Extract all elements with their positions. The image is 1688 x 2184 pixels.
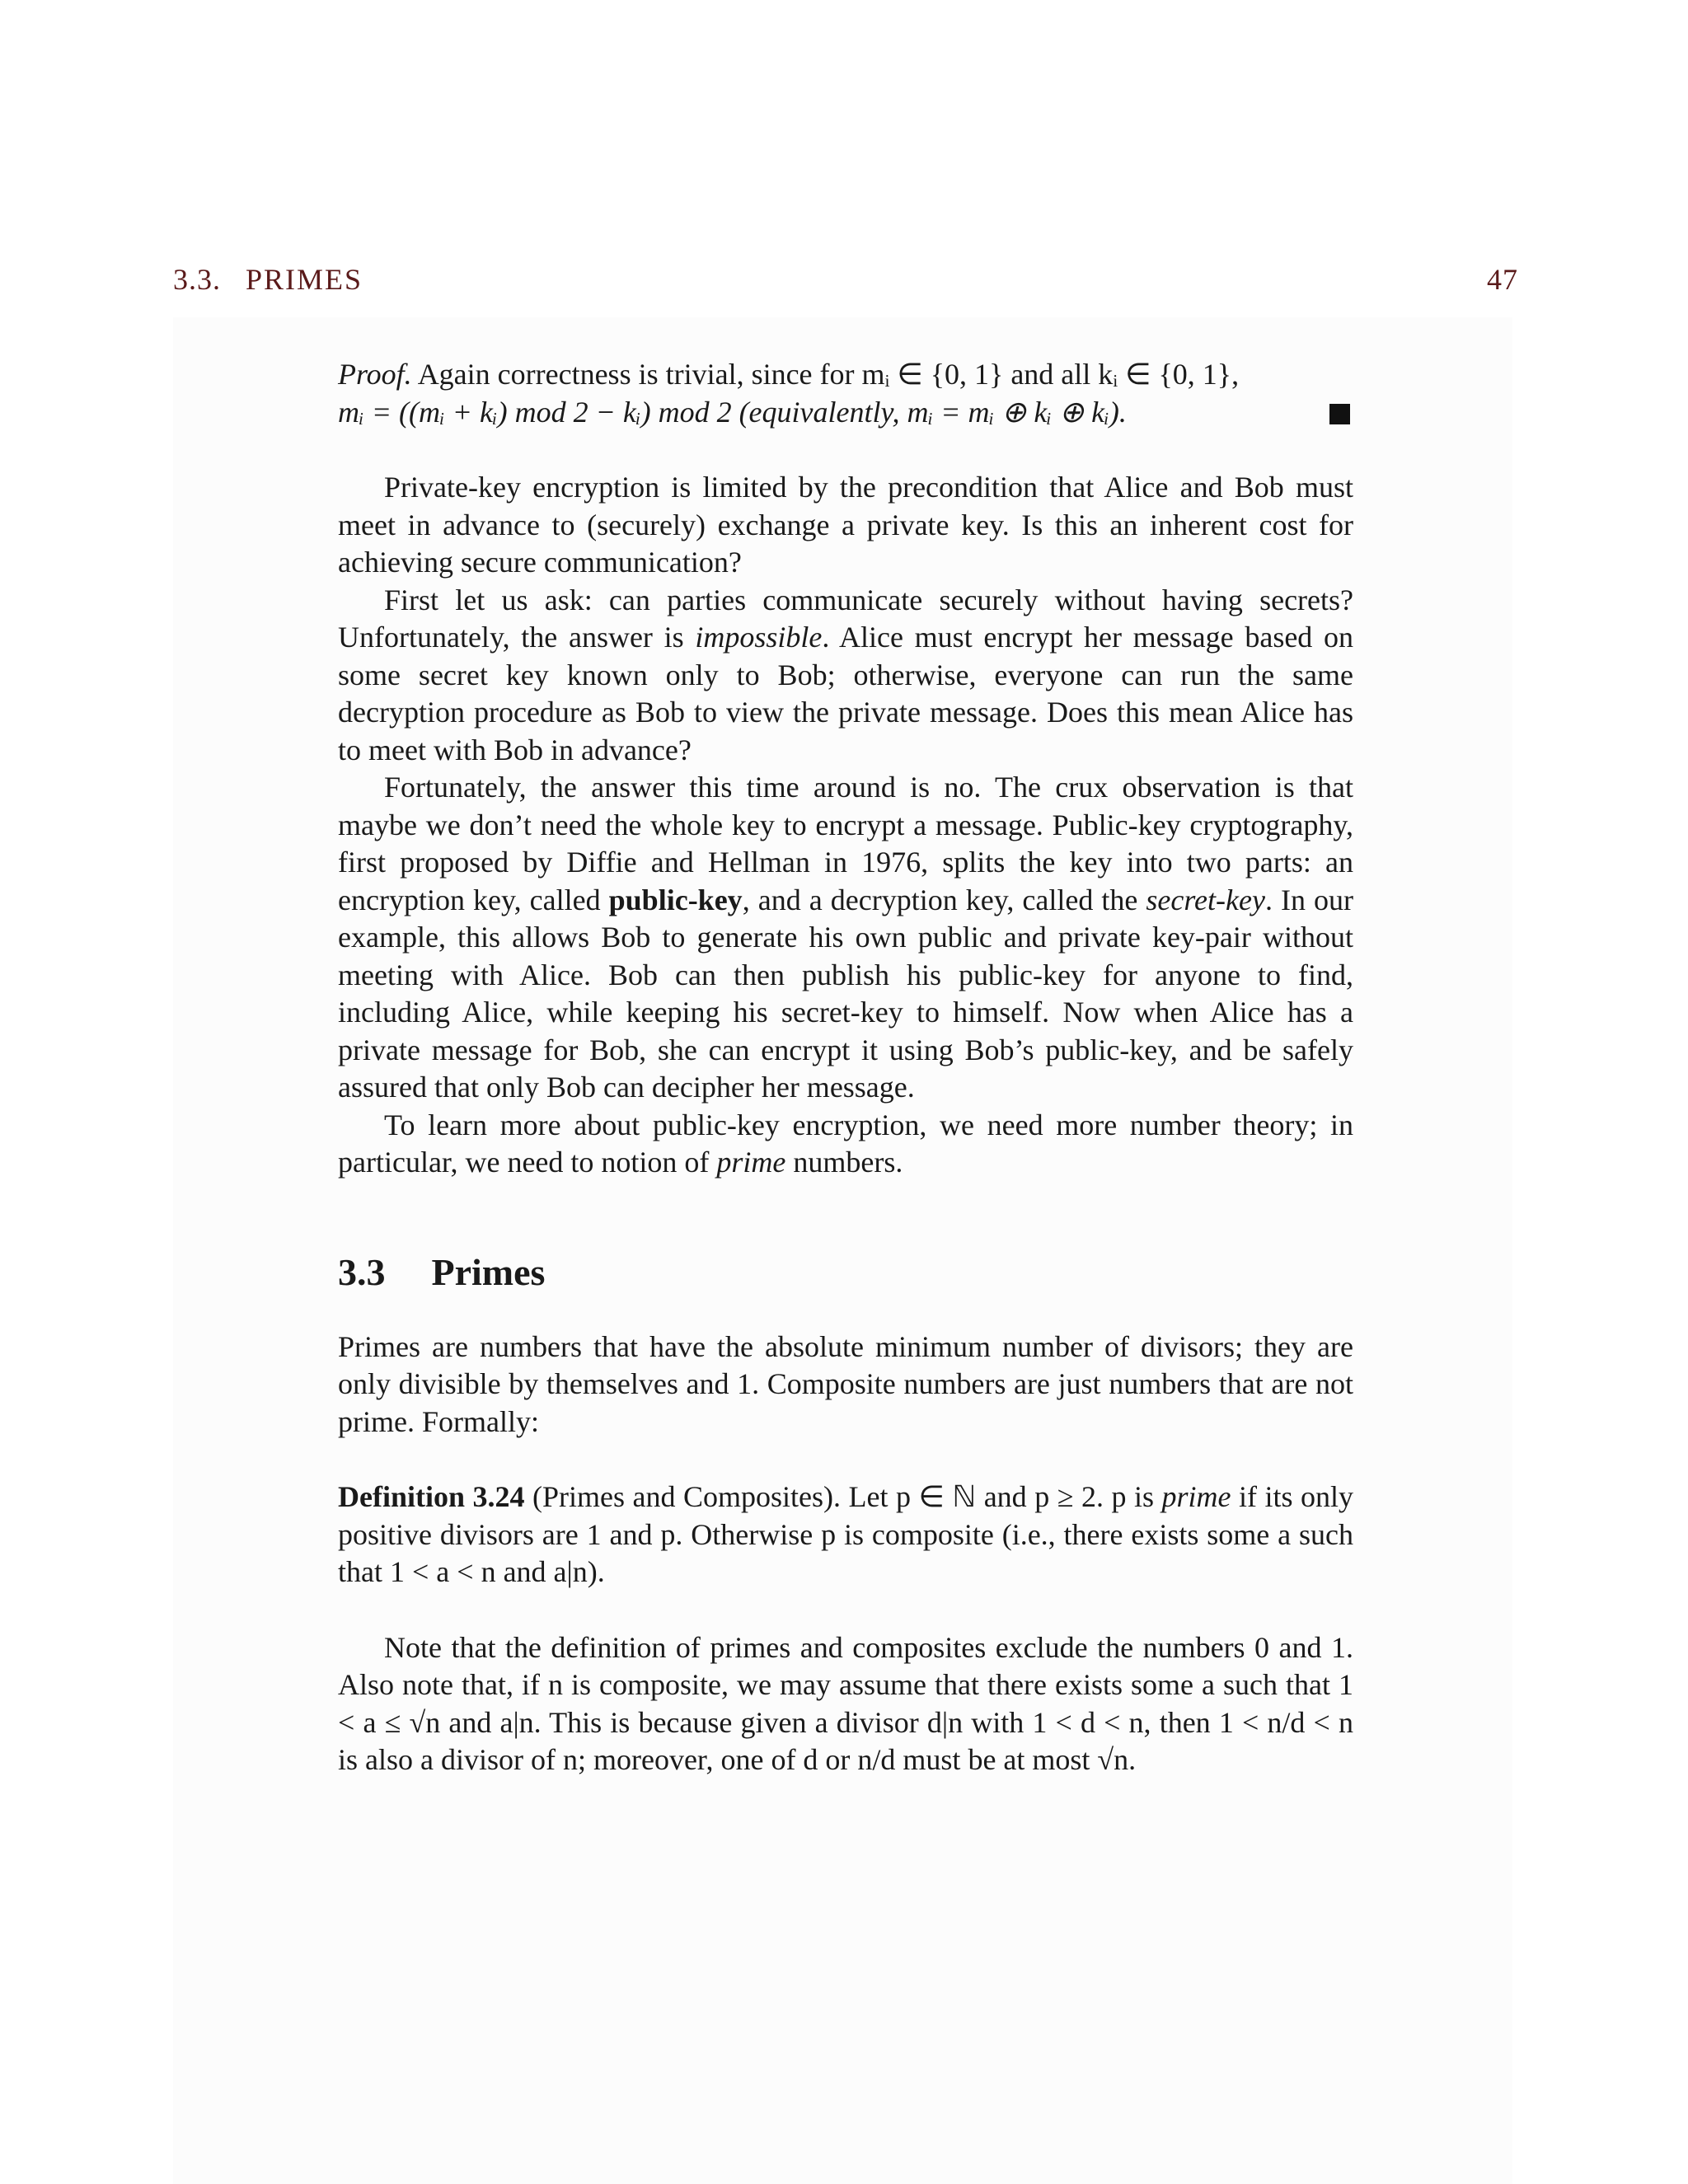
proof-line-2: mᵢ = ((mᵢ + kᵢ) mod 2 − kᵢ) mod 2 (equivalently, mᵢ = mᵢ ⊕ kᵢ ⊕ kᵢ). — [338, 395, 1127, 429]
term-secret-key: secret-key — [1146, 883, 1265, 916]
proof-label: Proof. — [338, 358, 412, 391]
note-text: Note that the definition of primes and composites exclude the numbers 0 and 1. Also note that, if n is composite, we may assume that there exists some a such that 1 < a ≤ √n and a|n. This is because given a divisor d|n with 1 < d < n, then 1 < n/d < n is also a divisor of n; moreover, one of d or n/d must be at most √n. — [338, 1630, 1353, 1776]
paragraph-public-key-text-a: Fortunately, the answer this time around is no. The crux observation is that maybe we don’t need the whole key to encrypt a message. Public-key cryptography, first proposed by Diffie and Hellman in 1976, splits the key into two parts: an encryption key, called — [338, 771, 1353, 916]
paragraph-secrets-text-b: . Alice must encrypt her message based on some secret key known only to Bob; otherwise, everyone can run the same decryption procedure as Bob to view the private message. Does this mean Alice has to meet with Bob in advance? — [338, 621, 1353, 766]
paragraph-public-key-text-b: , and a decryption key, called the — [742, 883, 1146, 916]
paragraph-private-key — [338, 469, 1353, 582]
definition-text-b: if its only positive divisors are 1 and p. Otherwise p is composite (i.e., there exists some a such that 1 < a < n and a|n). — [338, 1480, 1354, 1588]
section-number: 3.3 — [338, 1250, 386, 1293]
header-section — [173, 262, 363, 297]
primes-intro-text: Primes are numbers that have the absolute minimum number of divisors; they are only divisible by themselves and 1. Composite numbers are just numbers that are not prime. Formally: — [338, 1329, 1353, 1438]
definition-block — [338, 1479, 1353, 1591]
paragraph-learn-more — [338, 1107, 1353, 1182]
term-public-key: public-key — [608, 883, 743, 916]
paragraph-private-key-text: Private-key encryption is limited by the precondition that Alice and Bob must meet in advance to (securely) exchange a private key. Is this an inherent cost for achieving secure communication? — [338, 471, 1353, 579]
paragraph-primes-intro — [338, 1329, 1353, 1441]
paragraph-learn-more-text-b: numbers. — [785, 1146, 903, 1179]
page-body — [338, 356, 1353, 1779]
paragraph-public-key-text-c: . In our example, this allows Bob to generate his own public and private key-pair without meeting with Alice. Bob can then publish his public-key for anyone to find, including Alice, while keeping his secret-key to himself. Now when Alice has a private message for Bob, she can encrypt it using Bob’s public-key, and be safely assured that only Bob can decipher her message. — [338, 883, 1353, 1104]
proof-line-1: Again correctness is trivial, since for mᵢ ∈ {0, 1} and all kᵢ ∈ {0, 1}, — [417, 358, 1240, 391]
paragraph-public-key — [338, 769, 1353, 1107]
paragraph-secrets — [338, 582, 1353, 770]
running-header — [173, 262, 1518, 297]
definition-text-a: Let p ∈ ℕ and p ≥ 2. p is — [848, 1480, 1162, 1513]
emphasis-prime: prime — [716, 1146, 786, 1179]
definition-label: Definition 3.24 — [338, 1480, 525, 1513]
emphasis-prime-def: prime — [1161, 1480, 1231, 1513]
emphasis-impossible: impossible — [695, 621, 823, 654]
proof-block — [338, 356, 1353, 431]
paragraph-note — [338, 1629, 1353, 1779]
paragraph-learn-more-text-a: To learn more about public-key encryption, we need more number theory; in particular, we need to notion of — [338, 1108, 1353, 1179]
qed-square-icon — [1329, 404, 1350, 424]
header-section-ref: 3.3. — [173, 263, 221, 296]
section-heading — [338, 1248, 1353, 1297]
paragraph-secrets-text-a: First let us ask: can parties communicate securely without having secrets? Unfortunately, the answer is — [338, 583, 1353, 654]
definition-name: (Primes and Composites). — [532, 1480, 842, 1513]
header-section-title: PRIMES — [246, 263, 363, 296]
page-number: 47 — [1487, 263, 1518, 296]
section-title: Primes — [431, 1250, 546, 1293]
